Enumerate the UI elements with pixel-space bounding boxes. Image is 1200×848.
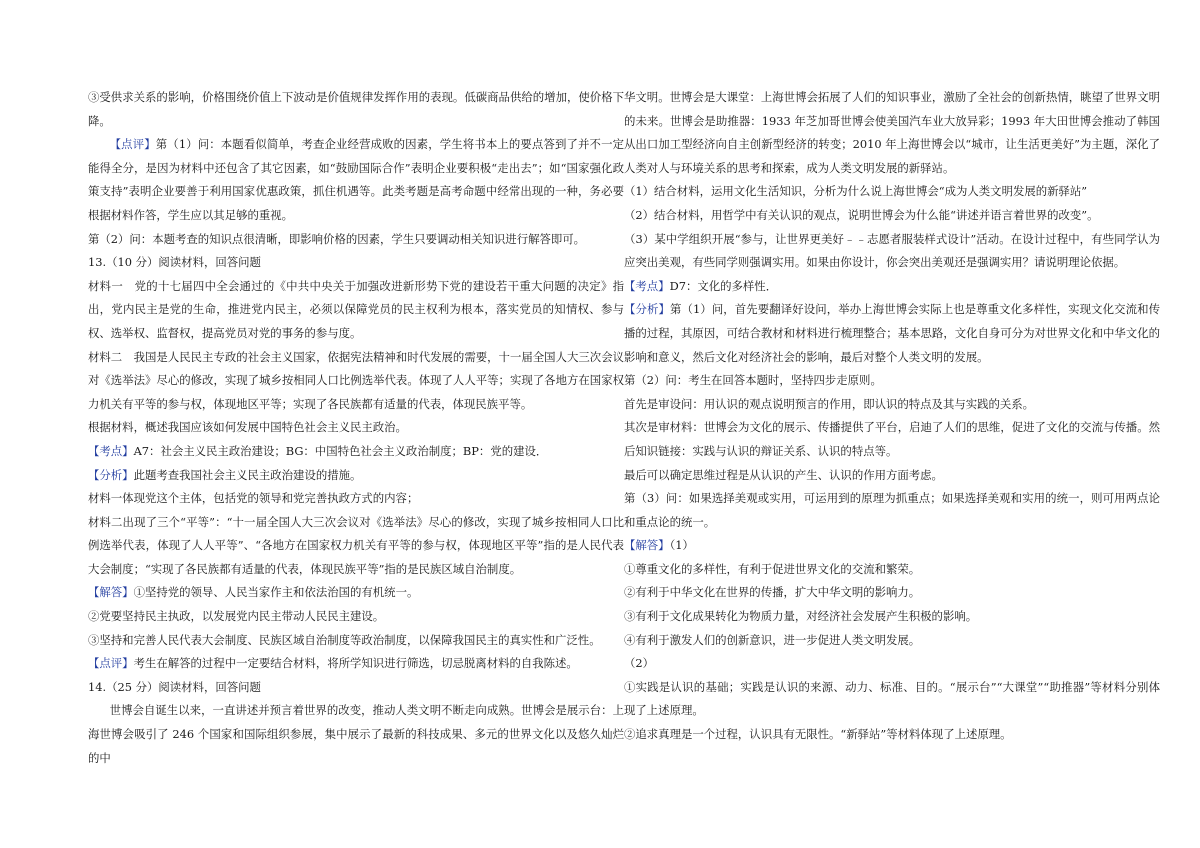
- solution-number: （2）: [624, 656, 655, 671]
- knowledge-tag: 【考点】: [624, 278, 670, 293]
- material-text-continued: 华文明。世博会是大课堂：上海世博会拓展了人们的知识事业，激励了全社会的创新热情，眺望了世界文明的未来。世博会是助推器：1933 年芝加哥世博会使美国汽车业大放异彩；1993 年大田世博会推动了韩国从出口加工型经济向自主创新型经济的转变；2010 年上海世博会以“城市，让生活更美好”为主题，深化了人类对人与环境关系的思考和探索，成为人类文明发展的新驿站。: [624, 90, 1160, 175]
- solution: [88, 581, 624, 605]
- solution-line: ③有利于文化成果转化为物质力量，对经济社会发展产生积极的影响。: [624, 609, 978, 624]
- knowledge-tag: 【考点】: [88, 443, 134, 458]
- material-text: 世博会自诞生以来，一直讲述并预言着世界的改变，推动人类文明不断走向成熟。世博会是展示台：上海世博会吸引了 246 个国家和国际组织参展，集中展示了最新的科技成果、多元的世界文化以及悠久灿烂的中: [88, 703, 624, 765]
- knowledge-text: D7：文化的多样性．: [669, 278, 778, 293]
- solution-tag: 【解答】: [624, 538, 670, 553]
- analysis-paragraph: 材料二出现了三个“平等”：“十一届全国人大三次会议对《选举法》尽心的修改，实现了城乡按相同人口比例选举代表，体现了人人平等”、“各地方在国家权力机关有平等的参与权，体现地区平等”指的是人民代表大会制度；“实现了各民族都有适量的代表，体现民族平等”指的是民族区域自治制度。: [88, 514, 624, 576]
- question-13-heading: 13.（10 分）阅读材料，回答问题: [88, 255, 261, 270]
- material-2: 材料二 我国是人民民主专政的社会主义国家，依据宪法精神和时代发展的需要，十一届全国人大三次会议对《选举法》尽心的修改，实现了城乡按相同人口比例选举代表。体现了人人平等；实现了各地方在国家权力机关有平等的参与权，体现地区平等；实现了各民族都有适量的代表，体现民族平等。: [88, 349, 624, 411]
- left-column: [88, 86, 624, 770]
- analysis-paragraph: 首先是审设问：用认识的观点说明预言的作用，即认识的特点及其与实践的关系。: [624, 396, 1035, 411]
- answer-paragraph: ③受供求关系的影响，价格围绕价值上下波动是价值规律发挥作用的表现。低碳商品供给的增加，使价格下降。: [88, 90, 624, 128]
- solution-tag: 【解答】: [88, 585, 134, 600]
- analysis-text: 此题考查我国社会主义民主政治建设的措施。: [133, 467, 362, 482]
- analysis: [88, 464, 624, 488]
- analysis: [624, 298, 1160, 369]
- solution-line: ①尊重文化的多样性，有利于促进世界文化的交流和繁荣。: [624, 561, 921, 576]
- solution-line: ①实践是认识的基础；实践是认识的来源、动力、标准、目的。“展示台”“大课堂”“助推器”等材料分别体现了上述原理。: [624, 679, 1160, 718]
- analysis-text: 第（1）问，首先要翻译好设问，举办上海世博会实际上也是尊重文化多样性，实现文化交流和传播的过程，其原因，可结合教材和材料进行梳理整合；基本思路，文化自身可分为对世界文化和中华文化的影响和意义，然后文化对经济社会的影响，最后对整个人类文明的发展。: [624, 302, 1160, 364]
- question-part-1: （1）结合材料，运用文化生活知识，分析为什么说上海世博会“成为人类文明发展的新驿站”: [624, 184, 1088, 199]
- analysis-paragraph: 第（3）问：如果选择美观或实用，可运用到的原理为抓重点；如果选择美观和实用的统一，则可用两点论和重点论的统一。: [624, 491, 1160, 529]
- comment-paragraph: [88, 133, 624, 227]
- knowledge-point: [624, 275, 1160, 299]
- analysis-paragraph: 其次是审材料：世博会为文化的展示、传播提供了平台，启迪了人们的思维，促进了文化的交流与传播。然后知识链接：实践与认识的辩证关系、认识的特点等。: [624, 420, 1160, 458]
- material-1: 材料一 党的十七届四中全会通过的《中共中央关于加强改进新形势下党的建设若干重大问题的决定》指出，党内民主是党的生命，推进党内民主，必须以保障党员的民主权利为根本，落实党员的知情权、参与权、选举权、监督权，提高党员对党的事务的参与度。: [88, 278, 624, 340]
- solution-line: ②追求真理是一个过程，认识具有无限性。“新驿站”等材料体现了上述原理。: [624, 727, 1012, 742]
- question-14-heading: 14.（25 分）阅读材料，回答问题: [88, 679, 261, 694]
- question-part-2: （2）结合材料，用哲学中有关认识的观点，说明世博会为什么能“讲述并语言着世界的改变”。: [624, 207, 1099, 222]
- right-column: [624, 86, 1160, 747]
- review: [88, 652, 624, 676]
- analysis-paragraph: 材料一体现党这个主体，包括党的领导和党完善执政方式的内容；: [88, 491, 419, 506]
- analysis-tag: 【分析】: [88, 467, 134, 482]
- review-text: 考生在解答的过程中一定要结合材料，将所学知识进行筛选，切忌脱离材料的自我陈述。: [133, 656, 578, 671]
- solution: [624, 534, 1160, 558]
- analysis-paragraph: 最后可以确定思维过程是从认识的产生、认识的作用方面考虑。: [624, 467, 943, 482]
- analysis-paragraph: 第（2）问：考生在回答本题时，坚持四步走原则。: [624, 373, 882, 388]
- solution-line: ②有利于中华文化在世界的传播，扩大中华文明的影响力。: [624, 585, 921, 600]
- knowledge-point: [88, 440, 624, 464]
- comment-text: 第（1）问：本题看似简单，考查企业经营成败的因素，学生将书本上的要点答到了并不一定能得全分，是因为材料中还包含了其它因素，如“鼓励国际合作”表明企业要积极“走出去”；如“国家强化政策支持”表明企业要善于利用国家优惠政策，抓住机遇等。此类考题是高考命题中经常出现的一种，务必要根据材料作答，学生应以其足够的重视。: [88, 137, 624, 222]
- knowledge-text: A7：社会主义民主政治建设；BG：中国特色社会主义政治制度；BP：党的建设．: [133, 443, 548, 458]
- solution-line: ③坚持和完善人民代表大会制度、民族区域自治制度等政治制度，以保障我国民主的真实性和广泛性。: [88, 632, 601, 647]
- question-part-3: （3）某中学组织开展“参与，让世界更美好﹣﹣志愿者服装样式设计”活动。在设计过程中，有些同学认为应突出美观，有些同学则强调实用。如果由你设计，你会突出美观还是强调实用？请说明理论依据。: [624, 231, 1160, 270]
- solution-line: ②党要坚持民主执政，以发展党内民主带动人民民主建设。: [88, 609, 385, 624]
- solution-line: ④有利于激发人们的创新意识，进一步促进人类文明发展。: [624, 632, 921, 647]
- review-tag: 【点评】: [88, 656, 134, 671]
- question-prompt: 根据材料，概述我国应该如何发展中国特色社会主义民主政治。: [88, 420, 407, 435]
- analysis-tag: 【分析】: [624, 302, 670, 317]
- solution-number: （1）: [669, 538, 694, 553]
- solution-text: ①坚持党的领导、人民当家作主和依法治国的有机统一。: [133, 585, 419, 600]
- comment-tag: 【点评】: [109, 137, 156, 152]
- comment-paragraph-2: 第（2）问：本题考查的知识点很清晰，即影响价格的因素，学生只要调动相关知识进行解答即可。: [88, 231, 586, 246]
